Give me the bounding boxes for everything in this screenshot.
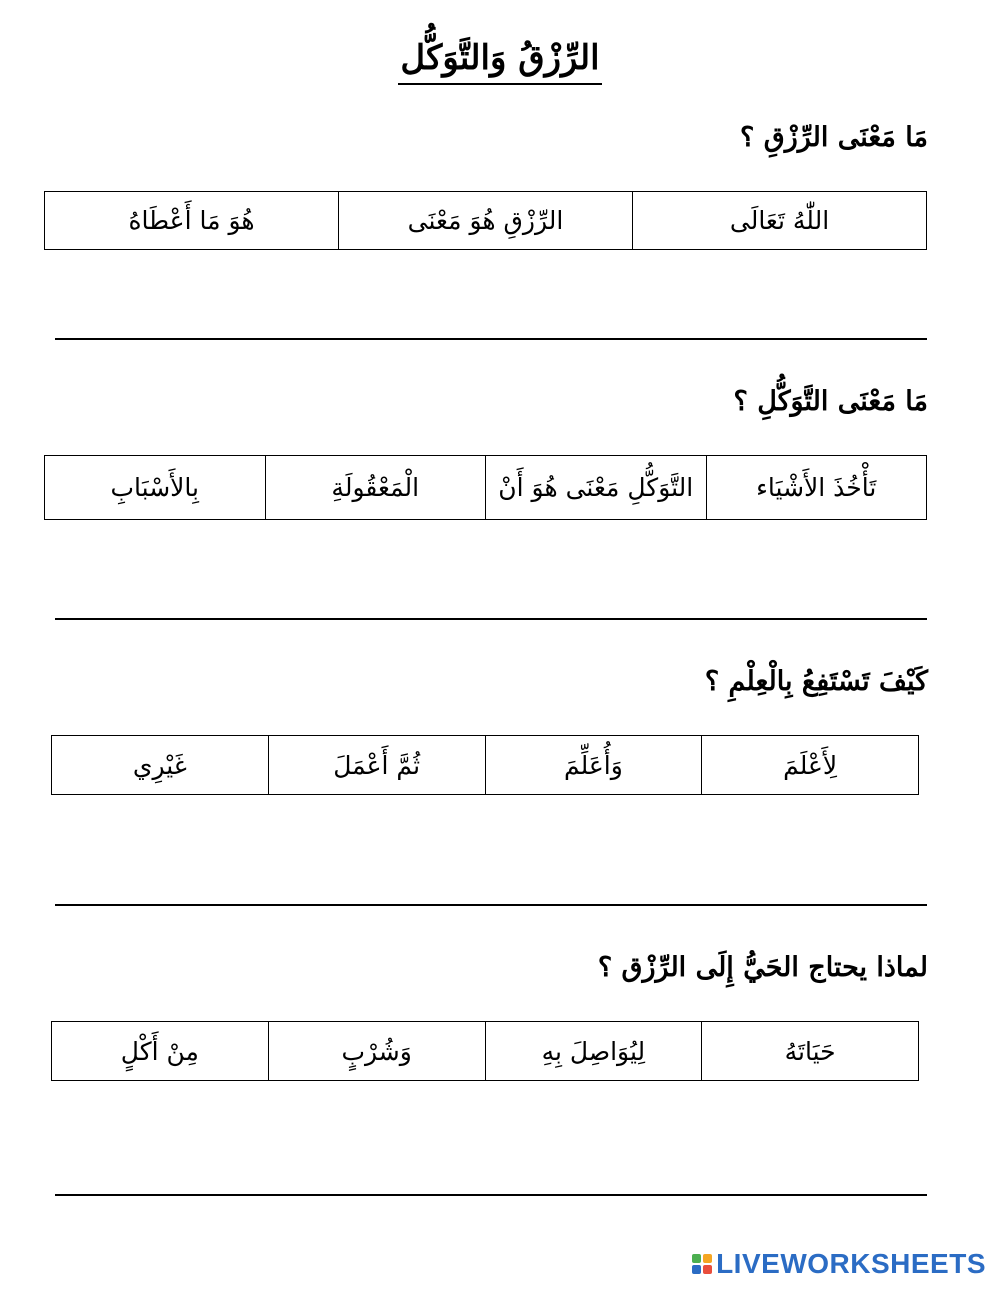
logo-text: LIVEWORKSHEETS xyxy=(716,1248,986,1279)
draggable-word[interactable]: مِنْ أَكْلٍ xyxy=(120,1036,199,1066)
draggable-word[interactable]: حَيَاتَهُ xyxy=(701,1022,918,1080)
answer-line-3[interactable] xyxy=(55,904,927,906)
draggable-word[interactable]: ثُمَّ أَعْمَلَ xyxy=(268,736,485,794)
question-1: مَا مَعْنَى الرِّزْقِ ؟ xyxy=(740,122,928,153)
draggable-word[interactable]: الرِّزْقِ هُوَ مَعْنَى xyxy=(338,192,632,249)
word-row-3 xyxy=(51,735,919,795)
liveworksheets-logo-icon xyxy=(692,1254,712,1274)
question-2: مَا مَعْنَى التَّوَكُّلِ ؟ xyxy=(733,386,928,417)
title-text: الرِّزْقُ وَالتَّوَكُّل xyxy=(398,38,601,85)
word-row-2 xyxy=(44,455,927,520)
draggable-word[interactable]: لِيُوَاصِلَ بِهِ xyxy=(485,1022,702,1080)
worksheet-title xyxy=(0,38,1000,85)
draggable-word[interactable]: وَأُعَلِّمَ xyxy=(485,736,702,794)
answer-line-1[interactable] xyxy=(55,338,927,340)
draggable-word[interactable]: بِالأَسْبَابِ xyxy=(110,473,199,502)
draggable-word[interactable]: لِأَعْلَمَ xyxy=(701,736,918,794)
draggable-word[interactable]: تَأْخُذَ الأَشْيَاء xyxy=(706,456,927,519)
draggable-word[interactable]: اللّٰهُ تَعَالَى xyxy=(632,192,926,249)
draggable-word[interactable]: التَّوَكُّلِ مَعْنَى هُوَ أَنْ xyxy=(485,456,706,519)
draggable-word[interactable]: وَشُرْبٍ xyxy=(268,1022,485,1080)
logo-tile xyxy=(692,1254,701,1263)
draggable-word[interactable]: هُوَ مَا أَعْطَاهُ xyxy=(128,206,255,235)
answer-line-4[interactable] xyxy=(55,1194,927,1196)
answer-line-2[interactable] xyxy=(55,618,927,620)
logo-tile xyxy=(703,1254,712,1263)
logo-tile xyxy=(703,1265,712,1274)
word-row-4 xyxy=(51,1021,919,1081)
word-row-1 xyxy=(44,191,927,250)
draggable-word[interactable]: الْمَعْقُولَةِ xyxy=(265,456,486,519)
question-4: لماذا يحتاج الحَيُّ إِلَى الرِّزْق ؟ xyxy=(597,952,928,983)
question-3: كَيْفَ تَسْتَفِعُ بِالْعِلْمِ ؟ xyxy=(704,666,928,697)
draggable-word[interactable]: غَيْرِي xyxy=(132,750,187,780)
logo-tile xyxy=(692,1265,701,1274)
liveworksheets-logo xyxy=(692,1248,986,1280)
